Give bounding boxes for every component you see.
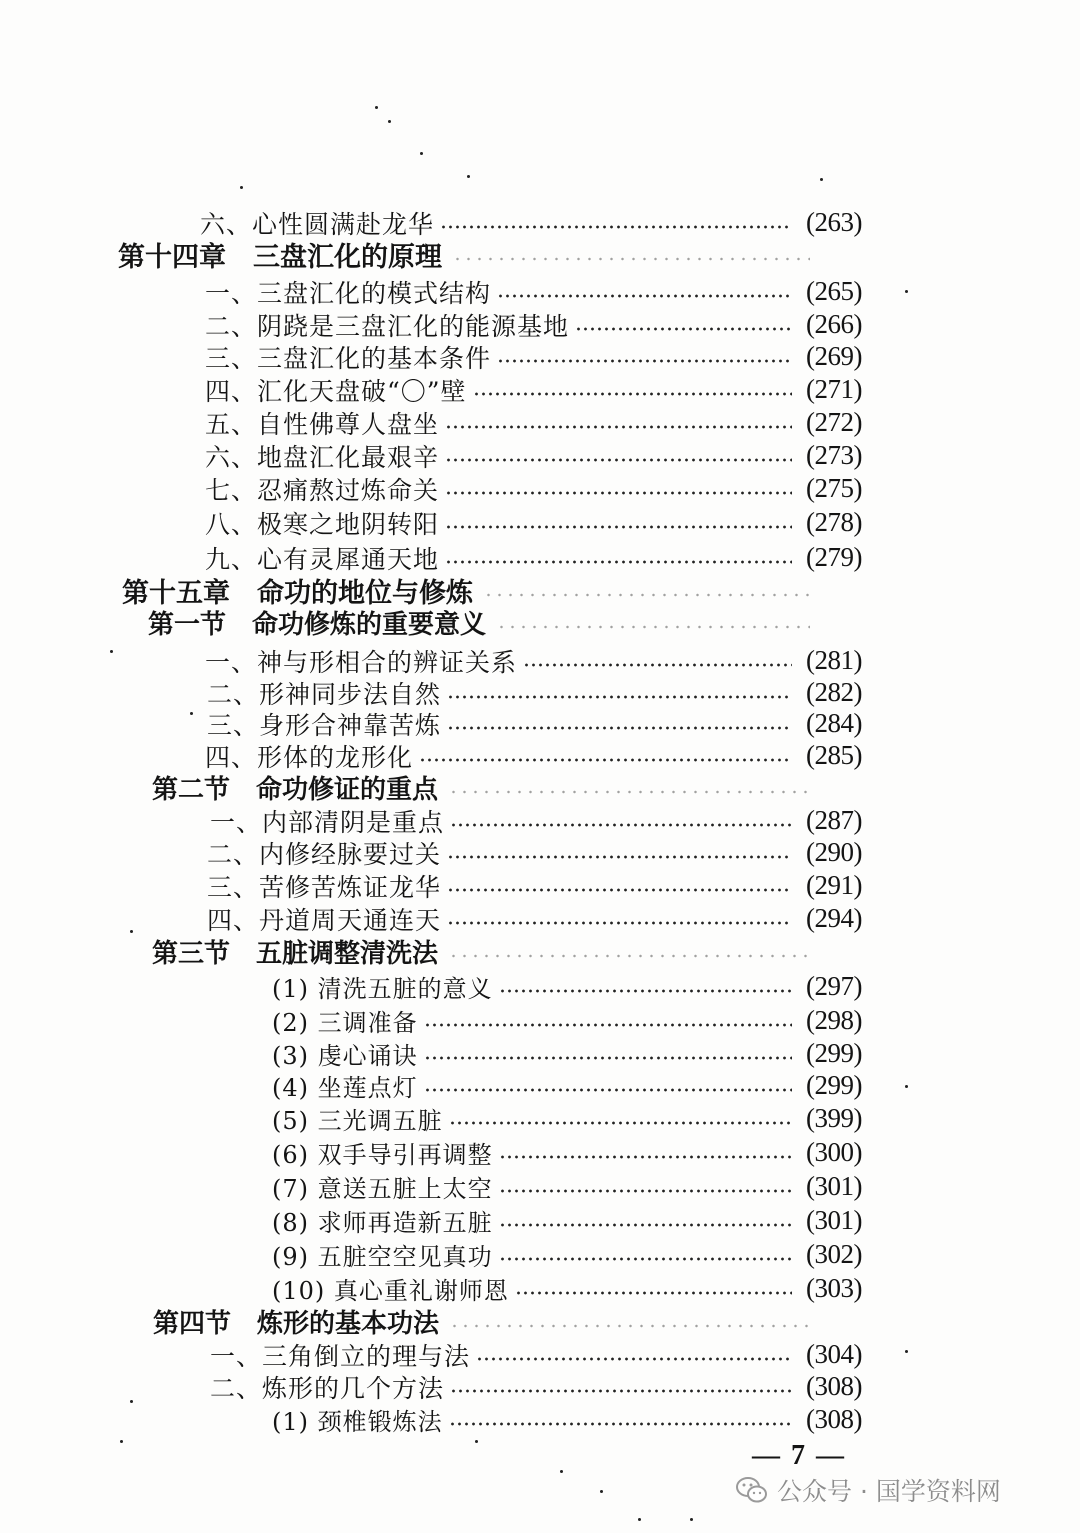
toc-entry-title: (10) 真心重礼谢师恩	[272, 1277, 509, 1305]
scan-speck	[560, 1470, 563, 1473]
scan-speck	[388, 120, 391, 123]
toc-entry-page: (294)	[806, 903, 862, 933]
scan-speck	[420, 152, 423, 155]
scan-speck	[905, 1350, 908, 1353]
toc-entry-title: (5) 三光调五脏	[272, 1107, 443, 1135]
toc-entry-page: (299)	[806, 1038, 862, 1068]
toc-entry-page: (271)	[806, 374, 862, 404]
toc-entry-page: (298)	[806, 1005, 862, 1035]
toc-entry-page: (266)	[806, 309, 862, 339]
toc-entry-title: 第一节 命功修炼的重要意义	[148, 610, 487, 640]
toc-entry-title: 二、形神同步法自然	[207, 679, 442, 709]
scan-speck	[120, 1440, 123, 1443]
toc-entry-title: 第十五章 命功的地位与修炼	[122, 578, 473, 609]
dot-leader	[497, 359, 792, 363]
toc-entry	[272, 1403, 798, 1436]
toc-entry-page: (291)	[806, 870, 862, 900]
toc-entry-title: (9) 五脏空空见真功	[272, 1243, 493, 1271]
toc-entry-title: 一、三角倒立的理与法	[210, 1341, 471, 1371]
dot-leader	[499, 1257, 792, 1261]
toc-entry	[272, 1238, 798, 1271]
dot-leader	[523, 663, 792, 667]
toc-entry	[272, 1136, 798, 1169]
toc-entry-title: 四、丹道周天通连天	[207, 905, 442, 935]
toc-entry	[118, 238, 810, 271]
dot-leader	[440, 225, 792, 229]
scan-speck	[475, 1440, 478, 1443]
toc-entry-title: 八、极寒之地阴转阳	[205, 509, 440, 539]
dot-leader	[449, 1121, 792, 1125]
toc-entry	[205, 373, 798, 406]
toc-entry-page: (304)	[806, 1339, 862, 1369]
dot-leader	[445, 425, 792, 429]
dot-leader	[448, 954, 810, 958]
scan-speck	[130, 1400, 133, 1403]
toc-entry-title: (8) 求师再造新五脏	[272, 1209, 493, 1237]
scan-speck	[467, 175, 470, 178]
toc-entry	[272, 1204, 798, 1237]
toc-entry	[207, 707, 798, 740]
toc-entry-title: (3) 虔心诵诀	[272, 1042, 418, 1070]
dot-leader	[447, 888, 792, 892]
scan-speck	[905, 1085, 908, 1088]
toc-entry	[205, 308, 798, 341]
dot-leader	[424, 1056, 792, 1060]
toc-entry-page: (265)	[806, 276, 862, 306]
toc-entry	[272, 1004, 798, 1037]
dot-leader	[450, 823, 792, 827]
toc-entry	[207, 902, 798, 935]
dot-leader	[496, 625, 810, 629]
toc-entry	[148, 606, 810, 639]
toc-entry-page: (272)	[806, 407, 862, 437]
scan-speck	[638, 1518, 641, 1521]
toc-entry-title: 九、心有灵犀通天地	[205, 544, 440, 574]
toc-entry-page: (278)	[806, 507, 862, 537]
toc-entry-title: (7) 意送五脏上太空	[272, 1175, 493, 1203]
toc-entry	[272, 1272, 798, 1305]
toc-entry-title: 七、忍痛熬过炼命关	[205, 475, 440, 505]
toc-entry	[272, 1037, 798, 1070]
toc-entry-title: 第三节 五脏调整清洗法	[152, 939, 439, 969]
toc-entry	[122, 574, 810, 607]
scan-speck	[905, 290, 908, 293]
toc-entry	[207, 836, 798, 869]
dot-leader	[424, 1088, 792, 1092]
toc-entry-title: 一、三盘汇化的模式结构	[205, 278, 492, 308]
toc-entry	[272, 1069, 798, 1102]
toc-entry-page: (303)	[806, 1273, 862, 1303]
dot-leader	[447, 695, 792, 699]
dot-leader	[450, 1389, 792, 1393]
toc-entry	[205, 275, 798, 308]
dot-leader	[419, 758, 792, 762]
wechat-icon	[735, 1473, 769, 1507]
dot-leader	[483, 593, 810, 597]
dot-leader	[448, 790, 810, 794]
toc-entry-page: (300)	[806, 1137, 862, 1167]
dot-leader	[499, 1223, 792, 1227]
dot-leader	[445, 491, 792, 495]
toc-entry	[272, 1170, 798, 1203]
toc-entry	[205, 506, 798, 539]
toc-entry	[210, 1370, 798, 1403]
toc-entry-page: (399)	[806, 1103, 862, 1133]
toc-entry-title: 一、内部清阴是重点	[210, 807, 445, 837]
toc-entry-title: 四、汇化天盘破“〇”壁	[205, 376, 467, 406]
toc-entry	[205, 406, 798, 439]
toc-entry	[272, 970, 798, 1003]
dot-leader	[499, 989, 792, 993]
dot-leader	[473, 392, 792, 396]
toc-entry-title: (2) 三调准备	[272, 1009, 418, 1037]
toc-entry-title: (4) 坐莲点灯	[272, 1074, 418, 1102]
toc-entry	[207, 869, 798, 902]
toc-entry-title: 六、地盘汇化最艰辛	[205, 442, 440, 472]
dot-leader	[447, 855, 792, 859]
scan-speck	[240, 186, 243, 189]
toc-entry-page: (299)	[806, 1070, 862, 1100]
toc-entry-page: (285)	[806, 740, 862, 770]
toc-entry-title: (6) 双手导引再调整	[272, 1141, 493, 1169]
dot-leader	[499, 1155, 792, 1159]
toc-entry-page: (273)	[806, 440, 862, 470]
dot-leader	[445, 458, 792, 462]
scan-speck	[110, 650, 113, 653]
dot-leader	[452, 257, 810, 261]
toc-entry-title: 三、身形合神靠苦炼	[207, 710, 442, 740]
toc-entry-page: (301)	[806, 1205, 862, 1235]
toc-entry-title: 第十四章 三盘汇化的原理	[118, 242, 442, 273]
toc-entry-title: 一、神与形相合的辨证关系	[205, 647, 518, 677]
scan-speck	[130, 930, 133, 933]
scan-speck	[820, 178, 823, 181]
dot-leader	[449, 1422, 792, 1426]
toc-entry-page: (308)	[806, 1371, 862, 1401]
dot-leader	[575, 327, 792, 331]
toc-entry	[210, 1338, 798, 1371]
toc-entry-page: (282)	[806, 677, 862, 707]
scan-speck	[375, 106, 378, 109]
toc-entry	[153, 1305, 810, 1338]
dot-leader	[424, 1023, 792, 1027]
dot-leader	[447, 921, 792, 925]
dot-leader	[515, 1291, 792, 1295]
toc-entry-page: (297)	[806, 971, 862, 1001]
dot-leader	[476, 1357, 792, 1361]
dot-leader	[445, 525, 792, 529]
toc-entry-title: 五、自性佛尊人盘坐	[205, 409, 440, 439]
toc-entry-page: (302)	[806, 1239, 862, 1269]
toc-entry	[205, 644, 798, 677]
toc-entry-title: 二、内修经脉要过关	[207, 839, 442, 869]
toc-entry	[207, 676, 798, 709]
toc-entry-title: 二、炼形的几个方法	[210, 1373, 445, 1403]
toc-entry	[152, 771, 810, 804]
toc-entry-title: 四、形体的龙形化	[205, 742, 414, 772]
toc-entry-page: (279)	[806, 542, 862, 572]
scan-speck	[190, 712, 193, 715]
toc-entry-title: 第二节 命功修证的重点	[152, 775, 439, 805]
toc-entry-title: 第四节 炼形的基本功法	[153, 1309, 440, 1339]
toc-entry-page: (263)	[806, 207, 862, 237]
watermark	[735, 1472, 1001, 1508]
toc-entry-page: (301)	[806, 1171, 862, 1201]
toc-entry	[205, 739, 798, 772]
toc-entry-page: (284)	[806, 708, 862, 738]
toc-entry	[205, 439, 798, 472]
scan-speck	[600, 1490, 603, 1493]
toc-entry-title: 三、三盘汇化的基本条件	[205, 343, 492, 373]
dot-leader	[497, 294, 792, 298]
toc-entry	[210, 804, 798, 837]
scan-speck	[690, 1518, 693, 1521]
toc-entry-page: (287)	[806, 805, 862, 835]
toc-entry-page: (269)	[806, 341, 862, 371]
toc-entry-title: 六、心性圆满赴龙华	[200, 209, 435, 239]
dot-leader	[445, 560, 792, 564]
toc-entry	[205, 472, 798, 505]
toc-entry-page: (308)	[806, 1404, 862, 1434]
toc-entry-title: 三、苦修苦炼证龙华	[207, 872, 442, 902]
toc-entry-page: (275)	[806, 473, 862, 503]
dot-leader	[449, 1324, 810, 1328]
watermark-text: 公众号 · 国学资料网	[777, 1477, 1001, 1506]
dot-leader	[447, 726, 792, 730]
toc-entry-page: (281)	[806, 645, 862, 675]
dot-leader	[499, 1189, 792, 1193]
toc-entry	[205, 340, 798, 373]
toc-entry-title: (1) 清洗五脏的意义	[272, 975, 493, 1003]
toc-entry-page: (290)	[806, 837, 862, 867]
toc-entry	[205, 541, 798, 574]
toc-entry-title: (1) 颈椎锻炼法	[272, 1408, 443, 1436]
page-number: — 7 —	[752, 1440, 846, 1471]
toc-entry-title: 二、阴跷是三盘汇化的能源基地	[205, 311, 570, 341]
toc-entry	[152, 935, 810, 968]
toc-entry	[272, 1102, 798, 1135]
